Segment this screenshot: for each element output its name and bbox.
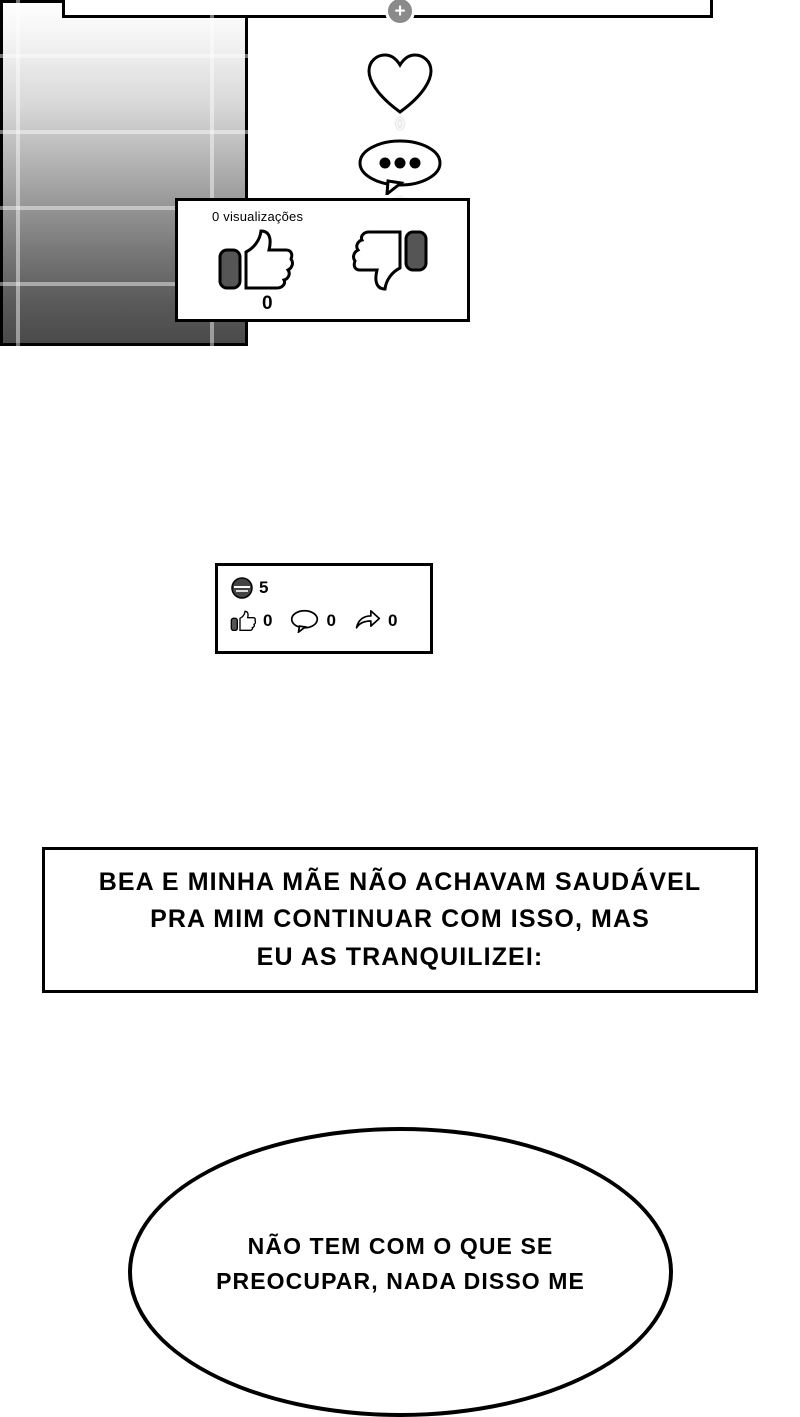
caption-line-1: BEA E MINHA MÃE NÃO ACHAVAM SAUDÁVEL (98, 867, 702, 896)
caption-line-3: EU AS TRANQUILIZEI: (256, 942, 544, 971)
like-action[interactable] (230, 609, 272, 633)
emoji-reaction-icon (230, 576, 254, 600)
share-action[interactable] (354, 609, 397, 633)
share-count: 0 (387, 611, 398, 630)
reaction-count: 5 (259, 578, 269, 597)
like-count: 0 (263, 611, 273, 630)
comment-bubble-icon[interactable] (290, 609, 319, 633)
speech-bubble-text (216, 1229, 585, 1298)
reaction-actions-row (230, 609, 430, 633)
thumbs-down-icon[interactable] (352, 228, 430, 292)
caption-text (99, 864, 702, 977)
views-icons-row (178, 228, 467, 292)
caption-panel (42, 847, 758, 993)
thumbs-up-icon[interactable] (216, 228, 294, 292)
comment-count: 0 (326, 611, 336, 630)
views-label: 0 visualizações (212, 209, 304, 224)
views-panel (175, 198, 470, 322)
comment-action[interactable] (290, 609, 335, 633)
views-like-count: 0 (262, 293, 273, 314)
thumbs-up-icon[interactable] (230, 609, 256, 633)
reactions-panel (215, 563, 433, 654)
speech-line-1: NÃO TEM COM O QUE SE (247, 1233, 554, 1259)
caption-line-2: PRA MIM CONTINUAR COM ISSO, MAS (150, 905, 650, 934)
share-arrow-icon[interactable] (354, 609, 381, 633)
reaction-summary-row (230, 576, 430, 600)
speech-bubble (128, 1127, 673, 1417)
social-feed-card: + 0 (0, 0, 248, 346)
speech-line-2: PREOCUPAR, NADA DISSO ME (216, 1267, 585, 1294)
